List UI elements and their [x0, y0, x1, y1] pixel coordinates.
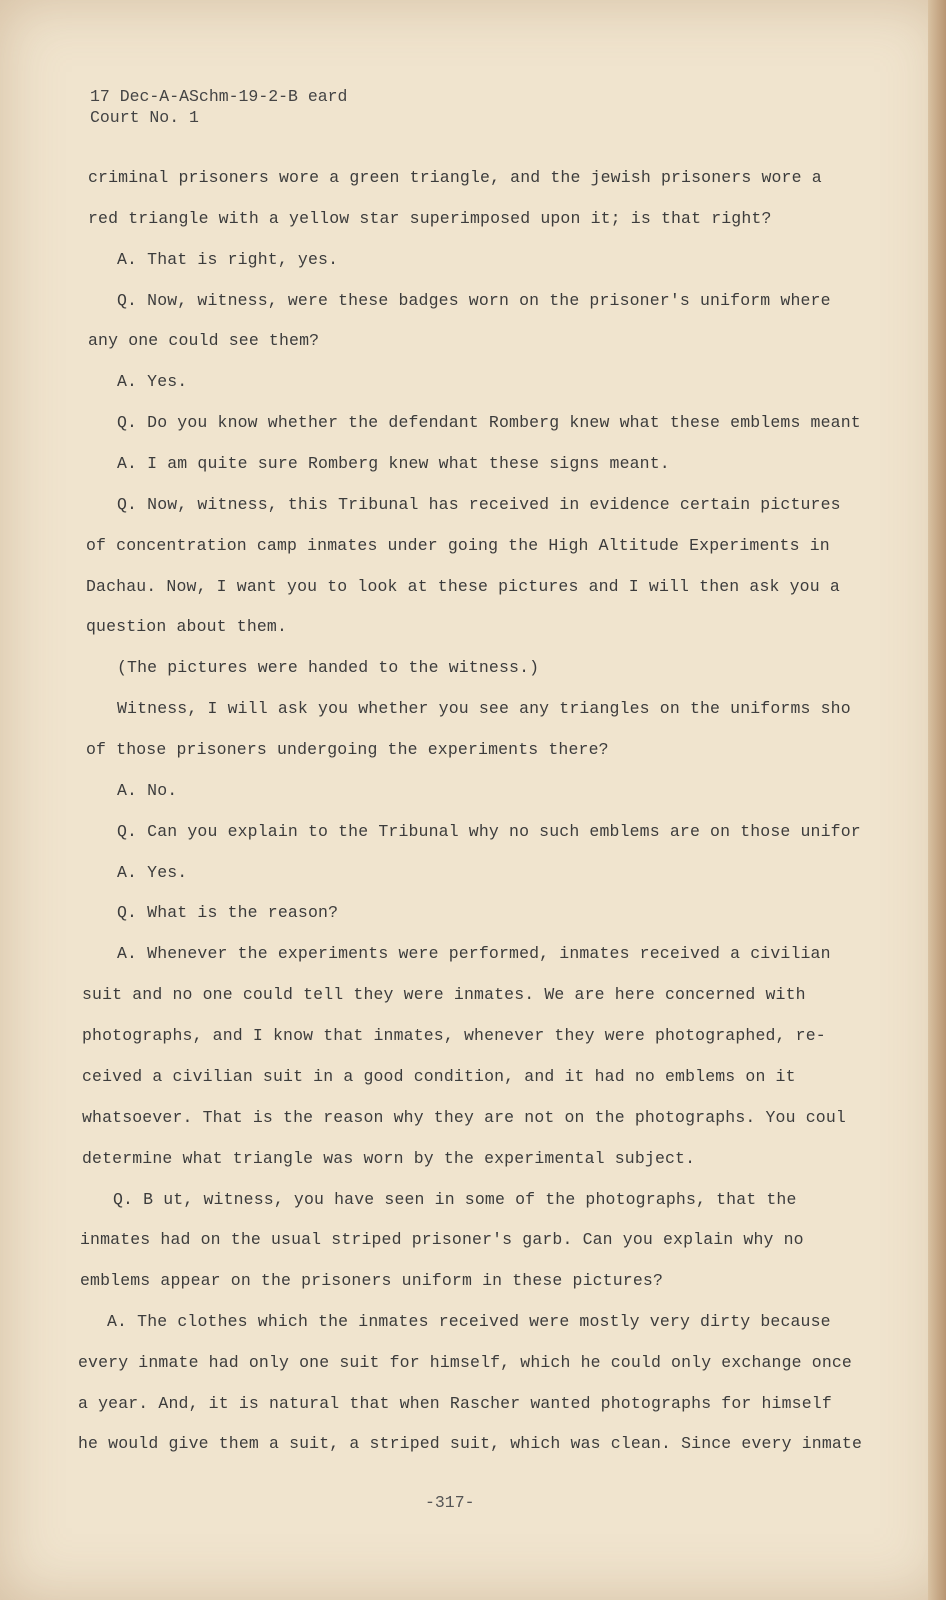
transcript-line: suit and no one could tell they were inmates. We are here concerned with — [82, 985, 806, 1004]
transcript-line: determine what triangle was worn by the experimental subject. — [82, 1149, 696, 1168]
transcript-line: Q. Now, witness, were these badges worn on the prisoner's uniform where — [117, 291, 831, 310]
transcript-line: Q. Do you know whether the defendant Romberg knew what these emblems meant — [117, 413, 861, 432]
transcript-line: of concentration camp inmates under going the High Altitude Experiments in — [86, 536, 830, 555]
transcript-line: of those prisoners undergoing the experiments there? — [86, 740, 609, 759]
transcript-line: emblems appear on the prisoners uniform in these pictures? — [80, 1271, 663, 1290]
transcript-line: Q. What is the reason? — [117, 903, 339, 922]
transcript-line: A. Yes. — [117, 372, 188, 391]
transcript-line: Q. Can you explain to the Tribunal why no such emblems are on those unifor — [117, 822, 861, 841]
transcript-line: photographs, and I know that inmates, whenever they were photographed, re- — [82, 1026, 826, 1045]
transcript-line: Witness, I will ask you whether you see any triangles on the uniforms sho — [117, 699, 851, 718]
transcript-line: inmates had on the usual striped prisoner's garb. Can you explain why no — [80, 1230, 804, 1249]
transcript-line: Q. B ut, witness, you have seen in some of the photographs, that the — [113, 1190, 797, 1209]
transcript-line: red triangle with a yellow star superimposed upon it; is that right? — [88, 209, 772, 228]
transcript-line: Q. Now, witness, this Tribunal has received in evidence certain pictures — [117, 495, 841, 514]
header-reference: 17 Dec-A-ASchm-19-2-B eard — [90, 87, 348, 106]
transcript-line: whatsoever. That is the reason why they are not on the photographs. You coul — [82, 1108, 846, 1127]
transcript-line: criminal prisoners wore a green triangle, and the jewish prisoners wore a — [88, 168, 822, 187]
transcript-line: he would give them a suit, a striped suit, which was clean. Since every inmate — [78, 1434, 863, 1453]
transcript-line: any one could see them? — [88, 331, 320, 350]
transcript-line: every inmate had only one suit for himself, which he could only exchange once — [78, 1353, 852, 1372]
transcript-line: A. No. — [117, 781, 178, 800]
transcript-line: ceived a civilian suit in a good condition, and it had no emblems on it — [82, 1067, 796, 1086]
transcript-line: Dachau. Now, I want you to look at these pictures and I will then ask you a — [86, 577, 840, 596]
transcript-line: (The pictures were handed to the witness.) — [117, 658, 540, 677]
transcript-line: question about them. — [86, 617, 288, 636]
page-edge — [928, 0, 946, 1600]
transcript-line: A. Yes. — [117, 863, 188, 882]
transcript-line: A. I am quite sure Romberg knew what these signs meant. — [117, 454, 670, 473]
header-court: Court No. 1 — [90, 108, 199, 127]
page-number: -317- — [425, 1493, 475, 1512]
transcript-line: A. Whenever the experiments were performed, inmates received a civilian — [117, 944, 831, 963]
transcript-line: A. That is right, yes. — [117, 250, 339, 269]
transcript-line: A. The clothes which the inmates received were mostly very dirty because — [107, 1312, 831, 1331]
transcript-line: a year. And, it is natural that when Rascher wanted photographs for himself — [78, 1394, 832, 1413]
document-header — [90, 86, 347, 128]
